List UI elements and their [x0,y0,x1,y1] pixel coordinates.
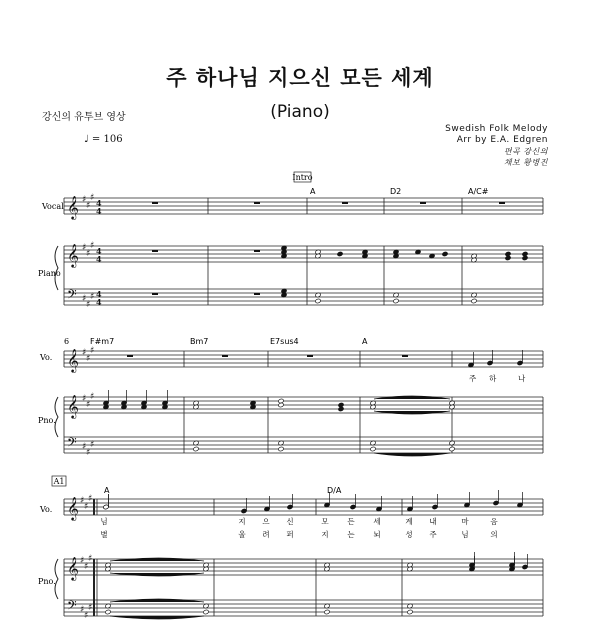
whole-rest [307,355,313,357]
lyric-syllable: 주 [469,374,477,383]
sharp-sign: ♯ [82,442,87,452]
lyric-syllable: 나 [518,374,526,383]
lyric-syllable: 든 [347,517,355,526]
note-head [278,446,284,451]
note-head [203,609,209,614]
treble-clef-icon: 𝄞 [67,556,79,580]
time-signature: 4 [96,198,102,208]
lyric-syllable: 님 [100,517,108,526]
credit-editor: 편곡 강신의 [503,147,548,156]
lyric-syllable: 모 [321,517,329,526]
sharp-sign: ♯ [90,346,95,356]
piano-label: Piano [38,269,61,278]
chord-symbol: E7sus4 [270,337,299,346]
sharp-sign: ♯ [84,611,89,621]
whole-rest [152,293,158,295]
lyric-syllable: 는 [347,530,355,539]
treble-clef-icon: 𝄞 [67,243,79,267]
note-head [315,298,321,303]
note-head [393,298,399,303]
sharp-sign: ♯ [82,394,87,404]
whole-rest [499,202,505,204]
sharp-sign: ♯ [84,502,89,512]
sharp-sign: ♯ [86,300,91,310]
chord-symbol: Bm7 [190,337,209,346]
sharp-sign: ♯ [90,292,95,302]
lyric-syllable: 려 [262,530,270,539]
note-head [193,446,199,451]
score-subtitle: (Piano) [270,102,330,122]
quarter-note-icon: ♩ [84,134,89,145]
lyric-syllable: 님 [461,530,469,539]
lyric-syllable: 세 [373,517,381,526]
lyric-syllable: 내 [429,517,437,526]
sharp-sign: ♯ [80,496,85,506]
lyric-syllable: 성 [405,530,413,539]
lyric-syllable: 의 [490,530,498,539]
lyric-syllable: 하 [489,374,497,383]
sharp-sign: ♯ [86,448,91,458]
whole-rest [402,355,408,357]
lyric-syllable: 퍼 [286,530,294,539]
tie [110,616,204,619]
chord-symbol: A [362,337,368,346]
sharp-sign: ♯ [88,554,93,564]
note-head [337,251,343,256]
note-head [370,446,376,451]
whole-rest [127,355,133,357]
lyric-syllable: 뇌 [373,530,381,539]
lyric-syllable: 음 [490,517,498,526]
treble-clef-icon: 𝄞 [67,394,79,418]
chord-symbol: F#m7 [90,337,115,346]
note-head [278,402,284,407]
sharp-sign: ♯ [88,494,93,504]
note-head [505,255,511,260]
tie [374,411,450,414]
note-head [471,298,477,303]
chord-symbol: A [104,486,110,495]
credit-composer: Swedish Folk Melody [445,124,548,134]
note-head [338,406,344,411]
whole-rest [254,202,260,204]
note-head [324,609,330,614]
sharp-sign: ♯ [82,243,87,253]
credit-arranger: Arr by E.A. Edgren [456,135,548,145]
sharp-sign: ♯ [82,195,87,205]
chord-symbol: A [310,187,316,196]
whole-rest [152,202,158,204]
lyric-syllable: 별 [100,530,108,539]
vocal-label: Vo. [40,505,53,514]
bass-clef-icon: 𝄢 [67,598,77,616]
source-video-label: 강신의 유투브 영상 [42,112,126,123]
measure-number: 6 [64,337,70,346]
sharp-sign: ♯ [90,440,95,450]
chord-symbol: D/A [327,486,342,495]
sharp-sign: ♯ [82,294,87,304]
vocal-label: Vo. [40,353,53,362]
note-head [407,609,413,614]
treble-clef-icon: 𝄞 [67,348,79,372]
whole-rest [152,250,158,252]
lyric-syllable: 울 [238,530,246,539]
time-signature: 4 [96,246,102,256]
rehearsal-mark-intro: Intro [292,173,313,182]
credit-transcriber: 채보 황병진 [503,158,548,167]
bass-clef-icon: 𝄢 [67,435,77,453]
time-signature: 4 [96,289,102,299]
note-head [105,609,111,614]
lyric-syllable: 주 [429,530,437,539]
sharp-sign: ♯ [82,348,87,358]
tempo-value: = 106 [91,134,123,145]
note-head [449,446,455,451]
whole-rest [254,293,260,295]
whole-rest [222,355,228,357]
lyric-syllable: 지 [238,517,246,526]
sharp-sign: ♯ [80,605,85,615]
tie [374,396,450,399]
tie [110,573,204,576]
whole-rest [342,202,348,204]
tie [374,453,450,456]
treble-clef-icon: 𝄞 [67,496,79,520]
chord-symbol: D2 [390,187,402,196]
chord-symbol: A/C# [468,187,489,196]
whole-rest [420,202,426,204]
time-signature: 4 [96,254,102,264]
sharp-sign: ♯ [88,603,93,613]
lyric-syllable: 지 [321,530,329,539]
note-head [442,251,448,256]
lyric-syllable: 으 [262,517,270,526]
lyric-syllable: 신 [286,517,294,526]
note-head [522,255,528,260]
sharp-sign: ♯ [90,241,95,251]
piano-brace [55,246,58,290]
time-signature: 4 [96,297,102,307]
lyric-syllable: 마 [461,517,469,526]
sharp-sign: ♯ [80,556,85,566]
sharp-sign: ♯ [84,562,89,572]
time-signature: 4 [96,206,102,216]
bass-clef-icon: 𝄢 [67,287,77,305]
rehearsal-mark-a1: A1 [53,477,65,486]
whole-rest [254,250,260,252]
sharp-sign: ♯ [86,201,91,211]
sharp-sign: ♯ [86,354,91,364]
tie [110,558,204,561]
sharp-sign: ♯ [90,193,95,203]
sharp-sign: ♯ [86,249,91,259]
score-title: 주 하나님 지으신 모든 세계 [166,66,434,90]
lyric-syllable: 계 [405,517,413,526]
sharp-sign: ♯ [90,392,95,402]
piano-label: Pno. [38,577,56,586]
tie [110,599,204,602]
vocal-label: Vocal [42,202,64,211]
piano-label: Pno. [38,416,56,425]
sharp-sign: ♯ [86,400,91,410]
treble-clef-icon: 𝄞 [67,195,79,219]
